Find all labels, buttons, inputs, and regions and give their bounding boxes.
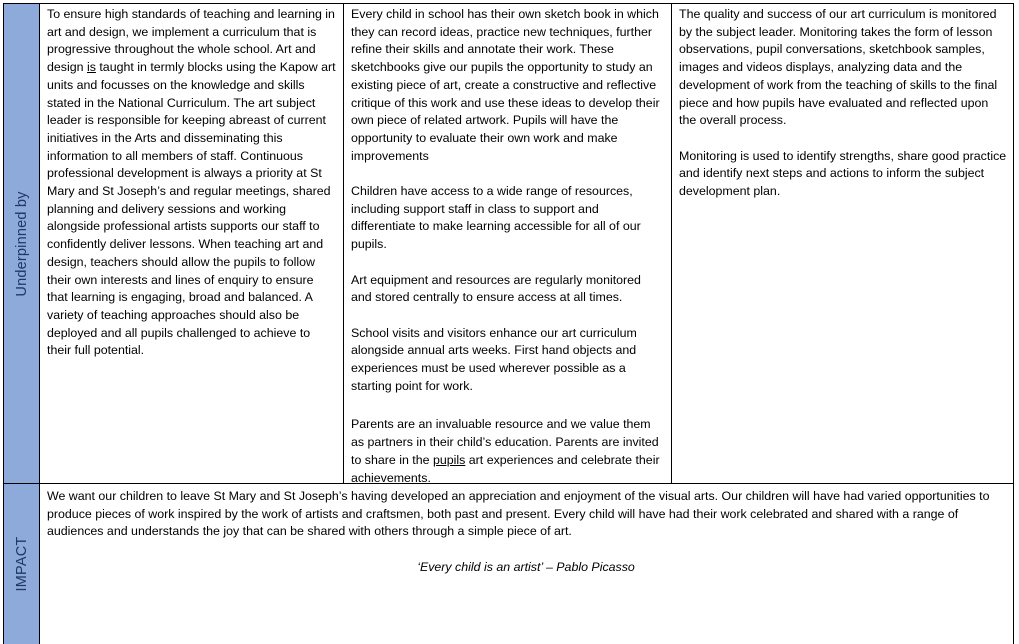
monitoring-purpose-paragraph: Monitoring is used to identify strengths, share good practice and identify next steps and actions to inform the subject development plan. xyxy=(679,148,1007,199)
visits-paragraph: School visits and visitors enhance our art curriculum alongside annual arts weeks. First hand objects and experiences must be used wherever possible as a starting point for work. xyxy=(351,325,637,393)
picasso-quote: ‘Every child is an artist’ – Pablo Picasso xyxy=(417,559,635,574)
underpinned-label: Underpinned by xyxy=(13,190,30,297)
resources-column xyxy=(344,4,672,483)
parents-paragraph: Parents are an invaluable resource and we value them as partners in their child’s education. Parents are invited to share in the pupils art experiences and celebrate their achievements. xyxy=(351,417,660,485)
monitoring-column xyxy=(672,4,1013,483)
underpinned-row xyxy=(4,4,1013,484)
impact-label-cell xyxy=(4,484,40,644)
equipment-paragraph: Art equipment and resources are regularly monitored and stored centrally to ensure access at all times. xyxy=(351,272,641,305)
curriculum-table xyxy=(3,3,1014,644)
underpinned-label-cell xyxy=(4,4,40,483)
impact-row xyxy=(4,484,1013,644)
monitoring-paragraph: The quality and success of our art curriculum is monitored by the subject leader. Monitoring takes the form of lesson observations, pupil conversations, sketchbook samples, images and videos displays, analyzing data and the development of work from the teaching of skills to the final piece and how pupils have evaluated and reflected upon the overall process. xyxy=(679,7,998,128)
impact-paragraph: We want our children to leave St Mary and St Joseph’s having developed an appreciation and enjoyment of the visual arts. Our children will have had varied opportunities to produce pieces of work inspired by the work of artists and craftsmen, both past and present. Every child will have had their work celebrated and shared with a range of audiences and understands the joy that can be shared with others through a simple piece of art. xyxy=(47,489,990,539)
underlined-word: pupils xyxy=(432,452,466,467)
impact-label: IMPACT xyxy=(13,536,30,592)
resources-paragraph: Children have access to a wide range of resources, including support staff in class to support and differentiate to make learning accessible for all of our pupils. xyxy=(351,184,641,252)
teaching-paragraph: To ensure high standards of teaching and learning in art and design, we implement a curriculum that is progressive throughout the whole school. Art and design is taught in termly blocks using the Kapow art units and focusses on the knowledge and skills stated in the National Curriculum. The art subject leader is responsible for keeping abreast of current initiatives in the Arts and disseminating this information to all members of staff. Continuous professional development is always a priority at St Mary and St Joseph’s and regular meetings, shared planning and delivery sessions and working alongside professional artists supports our staff to confidently deliver lessons. When teaching art and design, teachers should allow the pupils to follow their own interests and lines of enquiry to ensure that learning is engaging, broad and balanced. A variety of teaching approaches should also be deployed and all pupils challenged to achieve to their full potential. xyxy=(47,7,336,358)
impact-cell xyxy=(40,484,1013,644)
sketchbook-paragraph: Every child in school has their own sketch book in which they can record ideas, practice new techniques, further refine their skills and annotate their work. These sketchbooks give our pupils the opportunity to study an existing piece of art, create a constructive and reflective critique of this work and use these ideas to develop their own piece of related artwork. Pupils will have the opportunity to evaluate their own work and make improvements xyxy=(351,7,660,163)
underlined-word: is xyxy=(86,60,96,75)
teaching-column xyxy=(40,4,344,483)
